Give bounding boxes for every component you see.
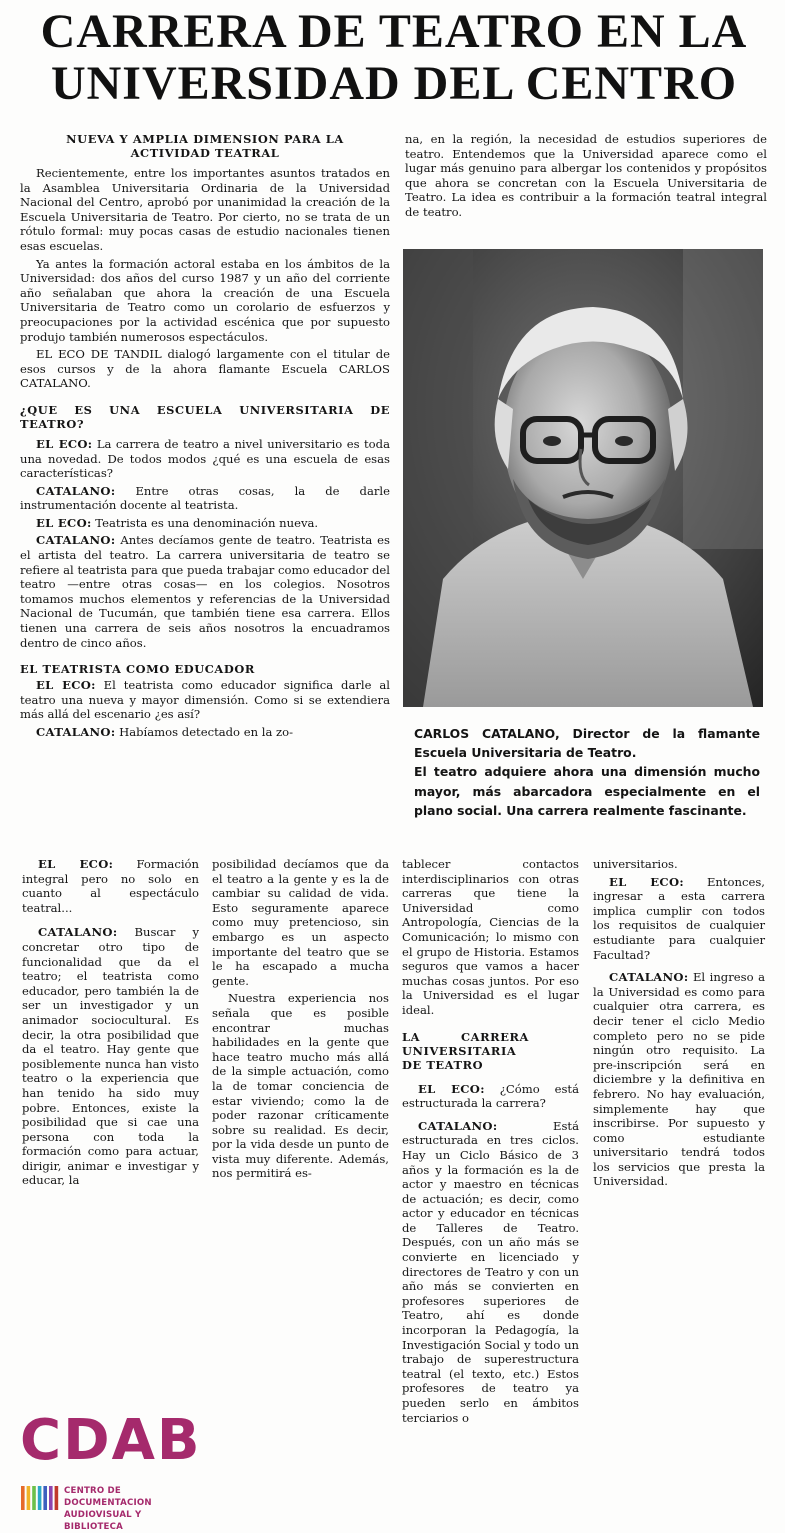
interview-answer <box>22 925 199 1188</box>
interview-text: Buscar y concretar otro tipo de funcionalidad que da el teatro; el teatrista como educador, pero también la de ser un investigador y un animador sociocultural. Es decir, la otra posibilidad que da el teatro. Hay gente que posiblemente nunca han visto teatro o la experiencia que han tenido ha sido muy pobre. Entonces, existe la posibilidad que si cae una persona con toda la formación como para actuar, dirigir, animar e investigar y educar, la <box>22 925 199 1188</box>
intro-paragraph: EL ECO DE TANDIL dialogó largamente con el titular de esos cursos y de la ahora flamante Escuela CARLOS CATALANO. <box>20 347 390 391</box>
intro-paragraph: Recientemente, entre los importantes asuntos tratados en la Asamblea Universitaria Ordinaria de la Universidad Nacional del Centro, aprobó por unanimidad la creación de la Escuela Universitaria de Teatro. Por cierto, no se trata de un rótulo formal: muy pocas casas de estudio nacionales tienen esas escuelas. <box>20 166 390 253</box>
bottom-column-4 <box>593 857 765 1192</box>
interview-text: ¿Cómo está estructurada la carrera? <box>402 1081 580 1111</box>
logo-subtitle <box>64 1485 194 1533</box>
logo-color-bar <box>49 1486 53 1510</box>
interview-question <box>20 678 390 722</box>
photo-caption <box>414 724 760 820</box>
speaker-label: EL ECO: <box>36 678 96 693</box>
interview-text: Teatrista es una denominación nueva. <box>95 515 319 530</box>
speaker-label: EL ECO: <box>418 1081 485 1096</box>
upper-left-column <box>20 132 390 743</box>
continued-paragraph: tablecer contactos interdisciplinarios con otras carreras que tiene la Universidad como Antropología, Ciencias de la Comunicación; lo mismo con el grupo de Historia. Estamos seguros que vamos a hacer muchas cosas juntos. Por eso la Universidad es el lugar ideal. <box>402 857 579 1017</box>
speaker-label: EL ECO: <box>609 874 684 889</box>
interview-answer <box>20 725 390 740</box>
interview-answer <box>20 484 390 513</box>
cdab-logo <box>20 1408 202 1532</box>
speaker-label: EL ECO: <box>36 515 92 530</box>
speaker-label: CATALANO: <box>609 970 689 985</box>
speaker-label: EL ECO: <box>36 436 93 451</box>
bottom-column-1 <box>22 857 199 1191</box>
interview-text: El ingreso a la Universidad es como para cualquier otra carrera, es decir tener el ciclo Medio completo pero no se pide ningún otro requisito. La pre-inscripción será en diciembre y la definitiva en febrero. No hay evaluación, simplemente hay que inscribirse. Por supuesto y como estudiante universitario tendrá todos los servicios que presta la Universidad. <box>593 970 765 1189</box>
section-subhead: ¿QUE ES UNA ESCUELA UNIVERSITARIA DE TEATRO? <box>20 402 390 431</box>
intro-paragraph: Ya antes la formación actoral estaba en los ámbitos de la Universidad: dos años del curso 1987 y un año del corriente año señalaban que ahora la creación de una Escuela Universitaria de Teatro como un corolario de esfuerzos y preocupaciones por la actividad escénica que por supuesto produjo también numerosos espectáculos. <box>20 256 390 344</box>
section-subhead: LA CARRERA UNIVERSITARIA DE TEATRO <box>402 1029 529 1072</box>
interview-answer <box>593 970 765 1189</box>
continued-paragraph: posibilidad decíamos que da el teatro a la gente y es la de cambiar su calidad de vida. Esto seguramente aparece como muy pretencioso, sin embargo es un aspecto importante del teatro que se le ha escapado a mucha gente. <box>212 857 389 988</box>
interview-text: Está estructurada en tres ciclos. Hay un Ciclo Básico de 3 años y la formación es la de actor y maestro en técnicas de actuación; es decir, como actor y educador en técnicas de Talleres de Teatro. Después, con un año más se convierte en licenciado y directores de Teatro y con un año más se convierten en profesores superiores de Teatro, ahí es donde incorporan la Pedagogía, la Investigación Social y todo un trabajo de superestructura teatral (el texto, etc.) Estos profesores de teatro ya pueden serlo en ámbitos terciarios o <box>402 1118 579 1425</box>
logo-color-bar <box>27 1486 31 1510</box>
portrait-photo <box>403 249 763 707</box>
section-subhead: EL TEATRISTA COMO EDUCADOR <box>20 662 255 677</box>
interview-question <box>402 1082 579 1111</box>
speaker-label: CATALANO: <box>418 1118 498 1133</box>
bottom-column-2 <box>212 857 389 1184</box>
logo-subtitle-line-1: CENTRO DE DOCUMENTACION <box>64 1486 152 1508</box>
caption-line: El teatro adquiere ahora una dimensión mucho mayor, más abarcadora especialmente en el plano social. Una carrera realmente fascinante. <box>414 764 760 818</box>
interview-text: Habíamos detectado en la zo- <box>119 725 294 739</box>
interview-answer <box>402 1119 579 1425</box>
interview-text: El teatrista como educador significa darle al teatro una nueva y mayor dimensión. Como si se extendiera más allá del escenario ¿es así? <box>20 678 390 722</box>
interview-text: La carrera de teatro a nivel universitario es toda una novedad. De todos modos ¿qué es una escuela de esas características? <box>20 436 390 481</box>
continued-paragraph: universitarios. <box>593 857 678 871</box>
interview-answer <box>20 533 390 650</box>
headline-line-2: UNIVERSIDAD DEL CENTRO <box>50 57 738 110</box>
logo-color-bar <box>32 1486 36 1510</box>
logo-color-bar <box>38 1486 42 1510</box>
interview-question <box>593 875 765 963</box>
interview-text: Formación integral pero no solo en cuanto al espectáculo teatral... <box>22 857 199 915</box>
intro-subhead: NUEVA Y AMPLIA DIMENSION PARA LA ACTIVIDAD TEATRAL <box>66 132 344 160</box>
headline <box>18 6 770 110</box>
interview-question <box>20 437 390 481</box>
logo-color-bar <box>21 1486 25 1510</box>
portrait-illustration <box>403 249 763 707</box>
interview-text: Entre otras cosas, la de darle instrumentación docente al teatrista. <box>20 483 391 513</box>
bottom-column-3 <box>402 857 579 1428</box>
continued-paragraph: na, en la región, la necesidad de estudios superiores de teatro. Entendemos que la Universidad aparece como el lugar más genuino para albergar los contenidos y propósitos que ahora se concretan con la Escuela Universitaria de Teatro. La idea es contribuir a la formación teatral integral de teatro. <box>405 132 767 219</box>
speaker-label: CATALANO: <box>38 925 118 940</box>
caption-line: CARLOS CATALANO, Director de la flamante Escuela Universitaria de Teatro. <box>414 726 760 761</box>
logo-wordmark: CDAB <box>20 1408 202 1473</box>
interview-question <box>20 516 390 531</box>
logo-color-bars-icon <box>21 1486 61 1510</box>
speaker-label: CATALANO: <box>36 725 116 739</box>
speaker-label: CATALANO: <box>36 533 116 548</box>
logo-subtitle-line-2: AUDIOVISUAL Y BIBLIOTECA <box>64 1510 142 1532</box>
interview-text: Antes decíamos gente de teatro. Teatrista es el artista del teatro. La carrera universitaria de teatro se refiere al teatrista para que pueda trabajar como educador del teatro —entre otras cosas— en los colegios. Nosotros tomamos muchos elementos y referencias de la Universidad Nacional de Tucumán, que también tiene esa carrera. Ellos tienen una carrera de seis años nosotros la encuadramos dentro de cinco años. <box>20 533 390 650</box>
logo-color-bar <box>55 1486 59 1510</box>
interview-text: Entonces, ingresar a esta carrera implica cumplir con todos los requisitos de cualquier estudiante para cualquier Facultad? <box>593 874 765 962</box>
speaker-label: EL ECO: <box>38 857 114 871</box>
interview-question <box>22 857 199 915</box>
logo-color-bar <box>43 1486 47 1510</box>
speaker-label: CATALANO: <box>36 483 116 498</box>
headline-line-1: CARRERA DE TEATRO EN LA <box>40 5 748 58</box>
upper-right-column <box>405 132 767 223</box>
body-paragraph: Nuestra experiencia nos señala que es posible encontrar muchas habilidades en la gente que hace teatro mucho más allá de la simple actuación, como la de tomar conciencia de estar viviendo; como la de poder razonar críticamente sobre su realidad. Es decir, por la vida desde un punto de vista muy diferente. Además, nos permitirá es- <box>212 991 389 1181</box>
